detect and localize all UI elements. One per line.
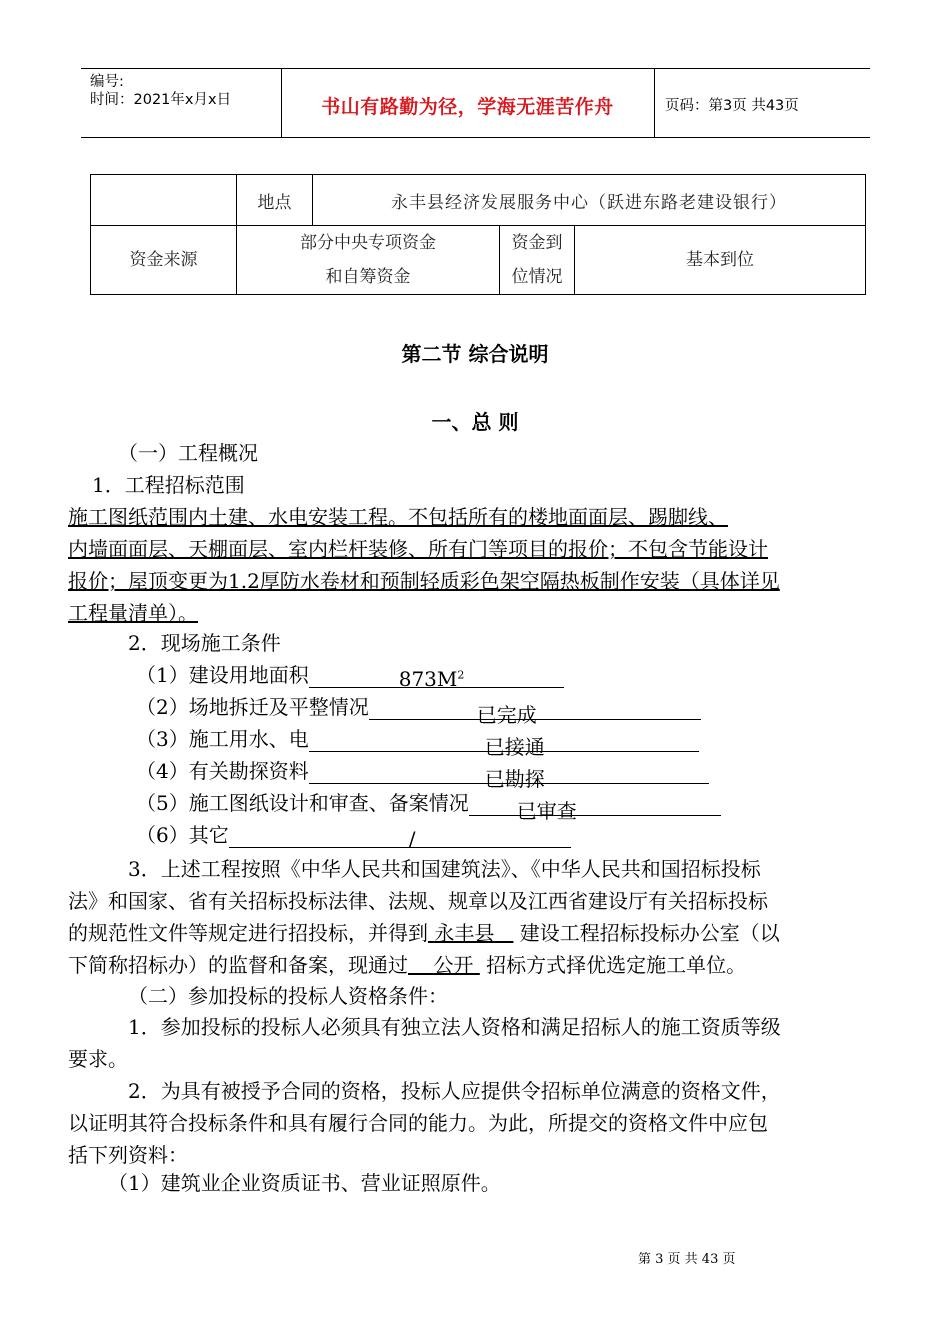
scope-line: 内墙面面层、天棚面层、室内栏杆装修、所有门等项目的报价；不包含节能设计 xyxy=(68,537,768,561)
header-motto: 书山有路勤为径，学海无涯苦作舟 xyxy=(321,96,614,118)
paragraph-line: 法》和国家、省有关招标投标法律、法规、规章以及江西省建设厅有关招标投标 xyxy=(68,889,768,913)
county-name: 永丰县 xyxy=(434,921,495,945)
document-number-label: 编号: xyxy=(90,74,124,90)
header-divider xyxy=(654,69,655,137)
table-cell-empty xyxy=(91,175,237,226)
subsection-title-bidder-qualifications: （二）参加投标的投标人资格条件： xyxy=(128,984,448,1008)
condition-label: （5）施工图纸设计和审查、备案情况 xyxy=(136,791,469,815)
paragraph-line: 2．为具有被授予合同的资格，投标人应提供令招标单位满意的资格文件， xyxy=(128,1079,781,1103)
place-value: 永丰县经济发展服务中心（跃进东路老建设银行） xyxy=(313,175,866,226)
item-title-scope: 1．工程招标范围 xyxy=(92,473,245,497)
fund-source-value-line: 和自筹资金 xyxy=(325,267,411,287)
table-row xyxy=(91,226,866,295)
condition-label: （4）有关勘探资料 xyxy=(136,759,309,783)
fund-source-value-line: 部分中央专项资金 xyxy=(300,233,436,253)
fund-status-label xyxy=(500,226,575,295)
condition-blank xyxy=(309,763,709,791)
bid-method: 公开 xyxy=(433,953,474,977)
chapter-title: 一、总 则 xyxy=(431,410,519,434)
section-title: 第二节 综合说明 xyxy=(401,342,549,366)
paragraph-text: 下简称招标办）的监督和备案，现通过 xyxy=(68,953,408,977)
scope-line: 报价；屋顶变更为1.2厚防水卷材和预制轻质彩色架空隔热板制作安装（具体详见 xyxy=(68,569,780,593)
scope-line: 施工图纸范围内土建、水电安装工程。不包括所有的楼地面面层、踢脚线、 xyxy=(68,505,728,529)
condition-value: 已完成 xyxy=(476,703,537,727)
paragraph-line: 以证明其符合投标条件和具有履行合同的能力。为此，所提交的资格文件中应包 xyxy=(68,1111,768,1135)
paragraph-line xyxy=(68,917,780,946)
subsection-title-project-overview: （一）工程概况 xyxy=(118,441,258,465)
fund-status-label-line: 位情况 xyxy=(511,267,563,287)
condition-row xyxy=(136,691,701,727)
paragraph-line: 1．参加投标的投标人必须具有独立法人资格和满足招标人的施工资质等级 xyxy=(128,1015,781,1039)
item-title-site-conditions: 2．现场施工条件 xyxy=(128,631,281,655)
condition-row xyxy=(136,659,564,691)
condition-blank xyxy=(309,667,564,691)
list-item: （1）建筑业企业资质证书、营业证照原件。 xyxy=(108,1171,501,1195)
page-footer: 第 3 页 共 43 页 xyxy=(638,1252,736,1267)
condition-row xyxy=(136,723,699,759)
paragraph-text: 建设工程招标投标办公室（以 xyxy=(519,921,780,945)
condition-blank xyxy=(369,699,701,727)
condition-value-superscript: 2 xyxy=(457,668,465,682)
condition-value: 已勘探 xyxy=(484,767,545,791)
paragraph-line: 3．上述工程按照《中华人民共和国建筑法》、《中华人民共和国招标投标 xyxy=(128,857,761,881)
fund-status-value: 基本到位 xyxy=(575,226,866,295)
condition-blank xyxy=(469,795,721,823)
paragraph-text: 的规范性文件等规定进行招投标，并得到 xyxy=(68,921,428,945)
county-name-blank xyxy=(428,921,513,945)
fund-status-label-line: 资金到 xyxy=(511,233,563,253)
header-meta xyxy=(90,73,231,109)
condition-value: 已接通 xyxy=(484,735,545,759)
condition-value: 873M xyxy=(398,667,458,691)
condition-blank xyxy=(229,827,571,851)
fund-source-label: 资金来源 xyxy=(91,226,237,295)
condition-label: （6）其它 xyxy=(136,823,229,847)
paragraph-line: 括下列资料： xyxy=(68,1143,188,1167)
condition-blank xyxy=(309,731,699,759)
table-row xyxy=(91,175,866,226)
condition-value: 已审查 xyxy=(516,799,577,823)
bid-method-blank xyxy=(408,953,480,977)
condition-row xyxy=(136,819,571,851)
document-time-label: 时间：2021年x月x日 xyxy=(90,92,232,108)
place-label: 地点 xyxy=(237,175,313,226)
page-header xyxy=(81,68,870,138)
condition-label: （3）施工用水、电 xyxy=(136,727,309,751)
project-info-table xyxy=(90,174,866,295)
header-page-info: 页码：第3页 共43页 xyxy=(665,98,799,114)
condition-label: （1）建设用地面积 xyxy=(136,663,309,687)
condition-row xyxy=(136,755,709,791)
fund-source-value xyxy=(237,226,500,295)
paragraph-text: 招标方式择优选定施工单位。 xyxy=(486,953,747,977)
condition-row xyxy=(136,787,721,823)
scope-line: 工程量清单）。 xyxy=(68,601,198,625)
condition-label: （2）场地拆迁及平整情况 xyxy=(136,695,369,719)
condition-value: / xyxy=(408,827,416,851)
paragraph-line: 要求。 xyxy=(68,1047,128,1071)
paragraph-line xyxy=(68,949,746,978)
